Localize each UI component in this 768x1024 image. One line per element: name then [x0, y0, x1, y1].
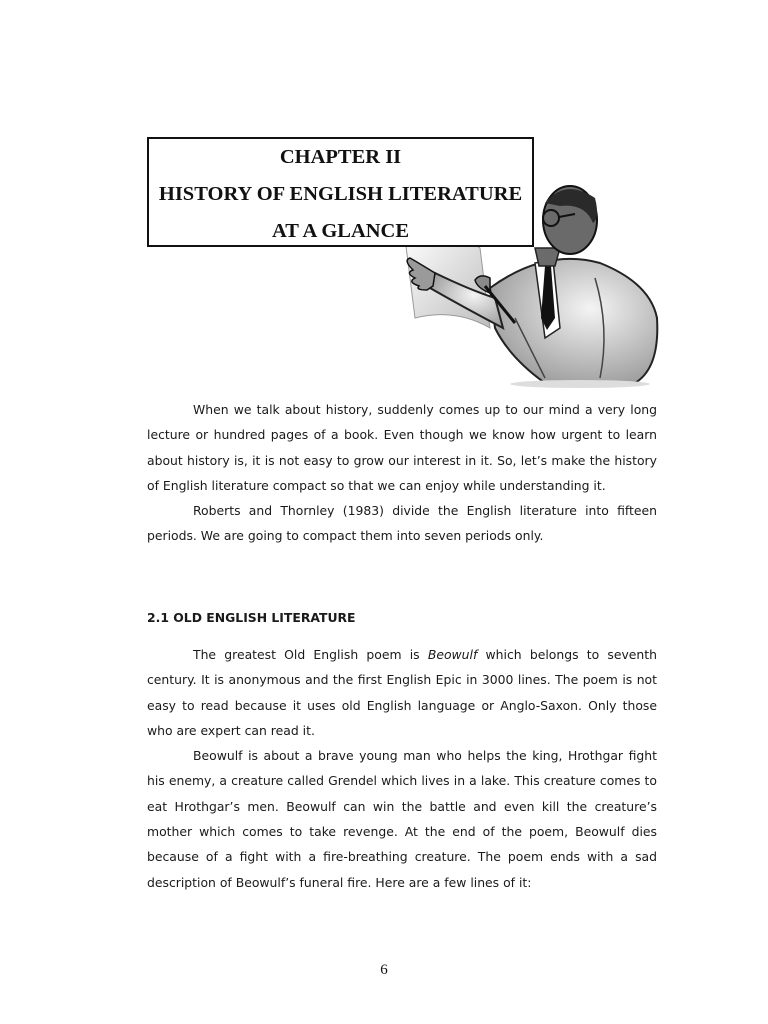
section-body [147, 642, 657, 895]
section-paragraph-1-start: The greatest Old English poem is [193, 647, 428, 662]
page-number: 6 [380, 962, 388, 978]
chapter-label: CHAPTER II [279, 146, 402, 168]
intro-paragraph-2: Roberts and Thornley (1983) divide the English literature into fifteen periods. We are going to compact them into seven periods only. [147, 503, 657, 544]
section-paragraph-2: Beowulf is about a brave young man who helps the king, Hrothgar fight his enemy, a creature called Grendel which lives in a lake. This creature comes to eat Hrothgar’s men. Beowulf can win the battle and even kill the creature’s mother which comes to take revenge. At the end of the poem, Beowulf dies because of a fight with a fire-breathing creature. The poem ends with a sad description of Beowulf’s funeral fire. Here are a few lines of it: [147, 748, 657, 890]
intro-paragraph-1: When we talk about history, suddenly comes up to our mind a very long lecture or hundred pages of a book. Even though we know how urgent to learn about history is, it is not easy to grow our interest in it. So, let’s make the history of English literature compact so that we can enjoy while understanding it. [147, 402, 657, 493]
chapter-title-line2: AT A GLANCE [271, 220, 410, 242]
intro-text [147, 397, 657, 549]
section-heading: 2.1 OLD ENGLISH LITERATURE [147, 610, 356, 625]
chapter-title-box [147, 137, 534, 247]
section-paragraph-1-end: which belongs to seventh century. It is anonymous and the first English Epic in 3000 lines. The poem is not easy to read because it uses old English language or Anglo-Saxon. Only those who are expert can read it. [147, 647, 657, 738]
chapter-title-line1: HISTORY OF ENGLISH LITERATURE [158, 183, 523, 205]
beowulf-title: Beowulf [427, 647, 478, 662]
section-paragraph-1 [147, 642, 657, 743]
